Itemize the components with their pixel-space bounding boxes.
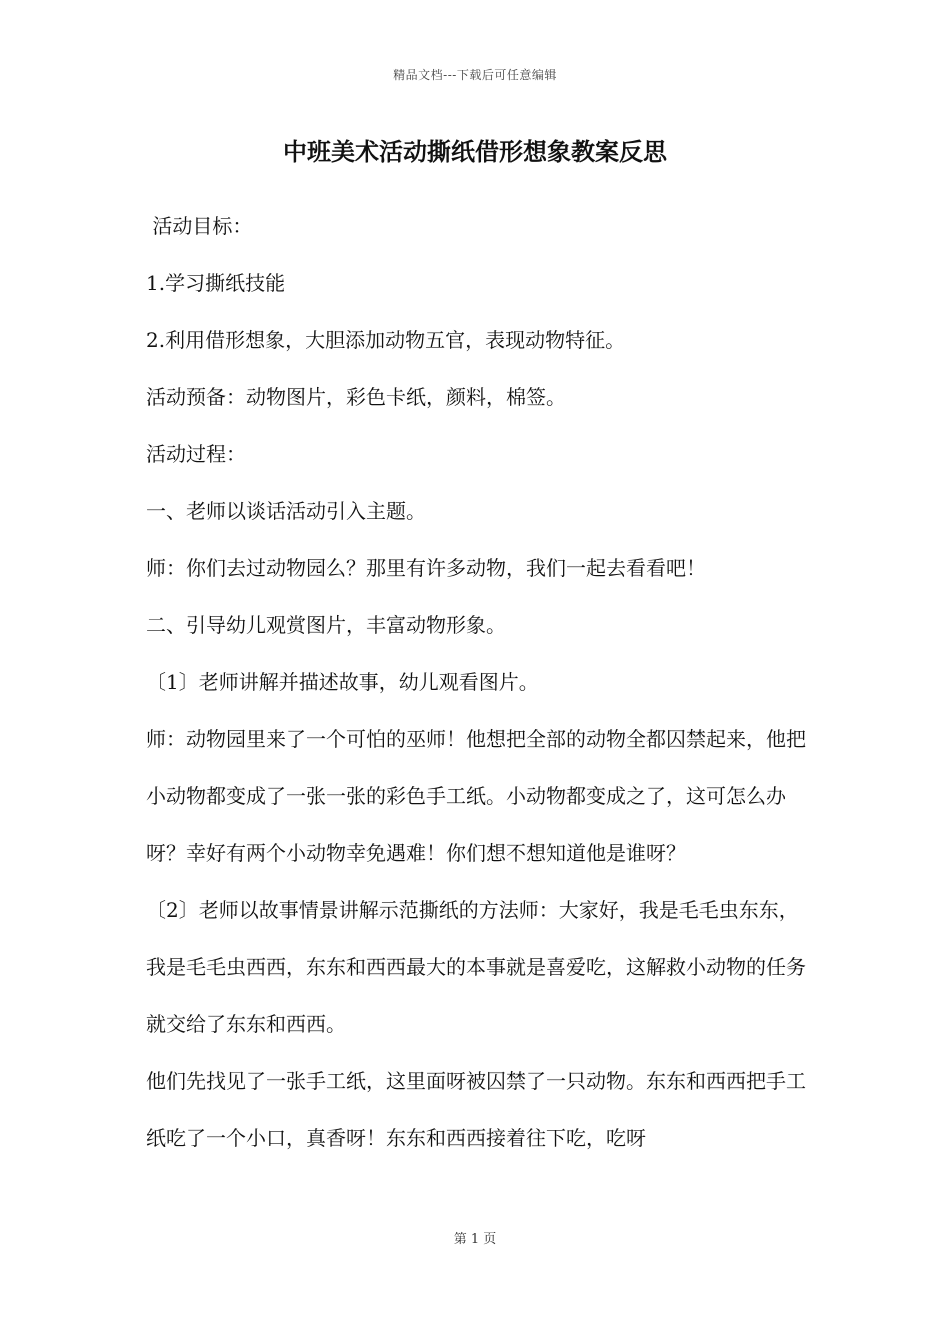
- paragraph-goal-2: 2.利用借形想象，大胆添加动物五官，表现动物特征。: [146, 328, 626, 352]
- paragraph-teacher-story: 师：动物园里来了一个可怕的巫师！他想把全部的动物全都囚禁起来，他把小动物都变成了一张一张的彩色手工纸。小动物都变成之了，这可怎么办呀？幸好有两个小动物幸免遇难！你们想不想知道他是谁呀？: [146, 727, 806, 865]
- page-number: 第 1 页: [453, 1232, 497, 1247]
- paragraph-story-continued: 他们先找见了一张手工纸，这里面呀被囚禁了一只动物。东东和西西把手工纸吃了一个小口，真香呀！东东和西西接着往下吃，吃呀: [146, 1069, 806, 1150]
- paragraph-step-1: 一、老师以谈话活动引入主题。: [146, 499, 426, 523]
- paragraph-substep-1: 〔1〕老师讲解并描述故事，幼儿观看图片。: [146, 670, 539, 694]
- paragraph-activity-goals: 活动目标：: [146, 214, 253, 238]
- page-header: 精品文档---下载后可任意编辑: [393, 68, 557, 82]
- paragraph-substep-2: 〔2〕老师以故事情景讲解示范撕纸的方法师：大家好，我是毛毛虫东东，我是毛毛虫西西，东东和西西最大的本事就是喜爱吃，这解救小动物的任务就交给了东东和西西。: [146, 898, 806, 1036]
- document-title: 中班美术活动撕纸借形想象教案反思: [283, 137, 667, 166]
- paragraph-goal-1: 1.学习撕纸技能: [146, 271, 286, 295]
- paragraph-teacher-intro: 师：你们去过动物园么？那里有许多动物，我们一起去看看吧！: [146, 556, 706, 580]
- paragraph-process-heading: 活动过程：: [146, 442, 246, 466]
- paragraph-preparation: 活动预备：动物图片，彩色卡纸，颜料，棉签。: [146, 385, 566, 409]
- document-body: [146, 198, 810, 1167]
- paragraph-step-2: 二、引导幼儿观赏图片，丰富动物形象。: [146, 613, 506, 637]
